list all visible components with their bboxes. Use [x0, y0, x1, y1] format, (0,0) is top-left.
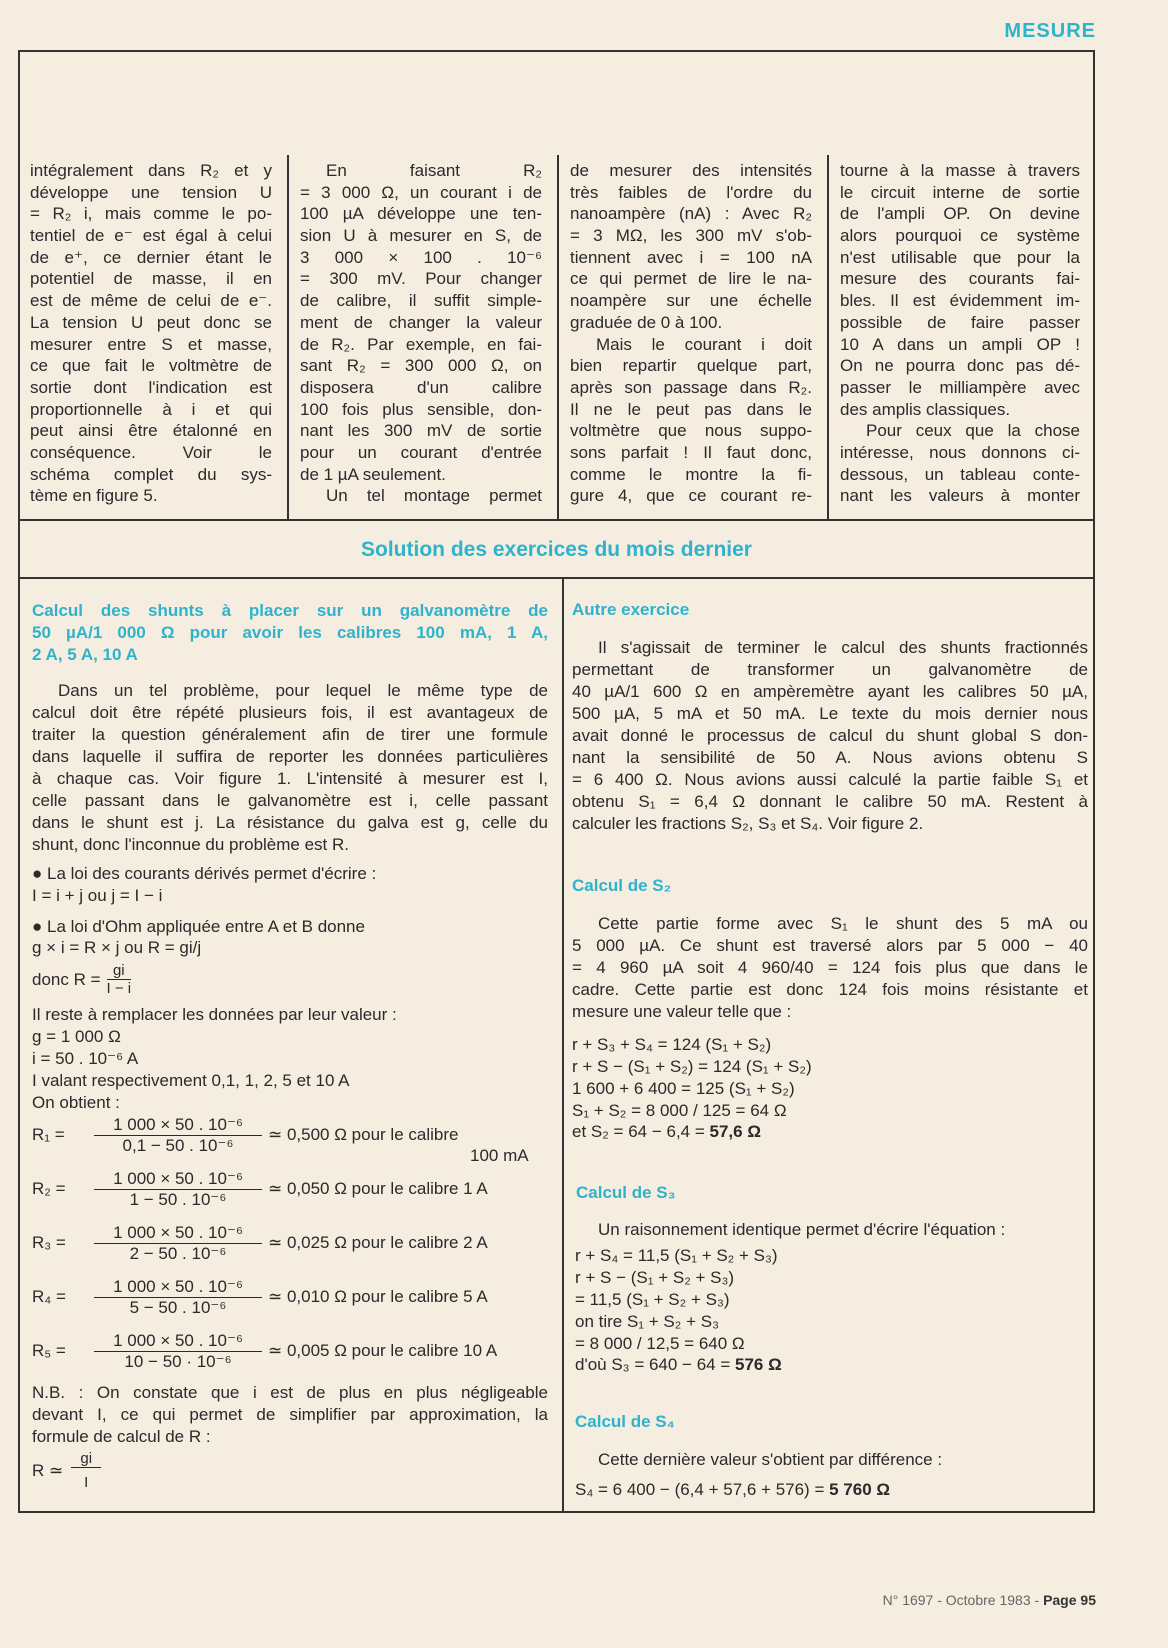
data-values [32, 1004, 548, 1114]
text-line: mesure des courants fai- [840, 269, 1080, 289]
denominator: 10 − 50 · 10⁻⁶ [124, 1351, 232, 1371]
column-divider [287, 155, 289, 520]
text-line: = 6 400 Ω. Nous avions aussi calculé la partie faible S₁ et [572, 770, 1088, 789]
text-line: dans laquelle il suffira de reporter les données particulières [32, 747, 548, 766]
text-line: I valant respectivement 0,1, 1, 2, 5 et 10 A [32, 1071, 350, 1090]
text-line: tiennent avec i = 100 nA [570, 247, 812, 267]
fraction [71, 1450, 101, 1491]
formula-approx [32, 1450, 101, 1491]
text-line: comme le montre la fi- [570, 464, 812, 484]
text-line: Il s'agissait de terminer le calcul des shunts fractionnés [598, 638, 1088, 657]
fraction [94, 1277, 262, 1318]
text-line: Il ne le peut pas dans le [570, 399, 812, 419]
text-line: très faibles de l'ordre du [570, 182, 812, 202]
text-line: nant les 300 mV de sortie [300, 421, 542, 441]
text-line: est de même de celui de e⁻. [30, 291, 272, 311]
text-line: on tire S₁ + S₂ + S₃ [575, 1312, 719, 1331]
text-line: r + S − (S₁ + S₂) = 124 (S₁ + S₂) [572, 1057, 812, 1076]
result-value: ≃ 0,500 Ω pour le calibre [268, 1125, 459, 1144]
text-line: des amplis classiques. [840, 399, 1011, 419]
result-prefix: S₄ = 6 400 − (6,4 + 57,6 + 576) = [575, 1480, 830, 1499]
equation: I = i + j ou j = I − i [32, 886, 163, 905]
text-line: celle passant dans le galvanomètre est i, celle passant [32, 791, 548, 810]
text-line: cadre. Cette partie est donc 124 fois moins résistante et [572, 980, 1088, 999]
text-line: après son passage dans R₂. [570, 377, 812, 397]
text-line: La tension U peut donc se [30, 312, 272, 332]
text-line: S₁ + S₂ = 8 000 / 125 = 64 Ω [572, 1101, 787, 1120]
result-extra: 100 mA [470, 1146, 529, 1165]
text-column-3 [570, 160, 812, 507]
text-line: 100 fois plus sensible, don- [300, 399, 542, 419]
text-column-1 [30, 160, 272, 507]
text-line: formule de calcul de R : [32, 1427, 211, 1446]
denominator: 1 − 50 . 10⁻⁶ [129, 1189, 227, 1209]
result-value: ≃ 0,025 Ω pour le calibre 2 A [268, 1233, 488, 1252]
text-line: g = 1 000 Ω [32, 1027, 121, 1046]
text-line: 5 000 µA. Ce shunt est traversé alors par 5 000 − 40 [572, 936, 1088, 955]
subheading: Calcul de S₃ [576, 1183, 676, 1202]
formula-donc [32, 962, 131, 997]
numerator: 1 000 × 50 . 10⁻⁶ [94, 1223, 262, 1244]
result-value: 5 760 Ω [829, 1480, 891, 1499]
text-line: 50 µA/1 000 Ω pour avoir les calibres 100 mA, 1 A, [32, 623, 548, 642]
text-line: bles. Il est évidemment im- [840, 291, 1080, 311]
text-line: tourne à la masse à travers [840, 161, 1080, 180]
denominator: 5 − 50 . 10⁻⁶ [129, 1297, 227, 1317]
text-line: = 300 mV. Pour changer [300, 269, 542, 289]
text-line: ce que fait le voltmètre de [30, 356, 272, 376]
text-line: Il reste à remplacer les données par leur valeur : [32, 1005, 397, 1024]
result-row [32, 1326, 497, 1376]
nb-paragraph [32, 1382, 548, 1448]
text-line: 40 µA/1 600 Ω en ampèremètre ayant les calibres 50 µA, [572, 682, 1088, 701]
text-line: tentiel de e⁻ est égal à celui [30, 226, 272, 246]
resistor-label: R₄ = [32, 1287, 66, 1306]
result-value: ≃ 0,010 Ω pour le calibre 5 A [268, 1287, 488, 1306]
numerator: 1 000 × 50 . 10⁻⁶ [94, 1331, 262, 1352]
text-line: Mais le courant i doit [596, 334, 812, 354]
text-line: alors pourquoi ce système [840, 226, 1080, 246]
text-line: de e⁺, ce dernier étant le [30, 247, 272, 267]
text-line: = 4 960 µA soit 4 960/40 = 124 fois plus que dans le [572, 958, 1088, 977]
text-line: calculer les fractions S₂, S₃ et S₄. Voir figure 2. [572, 814, 924, 833]
text-line: ment de changer la valeur [300, 312, 542, 332]
text-line: développe une tension U [30, 182, 272, 202]
text-line: nant la sensibilité de 50 A. Nous avions obtenu S [572, 748, 1088, 767]
text-line: pour un courant d'entrée [300, 442, 542, 462]
text-line: = R₂ i, mais comme le po- [30, 204, 272, 224]
intro-paragraph [32, 680, 548, 856]
subheading: Calcul de S₄ [575, 1412, 675, 1431]
result-row [32, 1164, 488, 1214]
paragraph: Un raisonnement identique permet d'écrire l'équation : [598, 1220, 1006, 1239]
resistor-label: R₁ = [32, 1125, 65, 1144]
text-line: dans le shunt est j. La résistance du galva est g, celle du [32, 813, 548, 832]
fraction [94, 1169, 262, 1210]
page-number: Page 95 [1043, 1592, 1096, 1608]
column-divider [562, 578, 564, 1513]
result-row [32, 1272, 488, 1322]
bullet-ohm: ● La loi d'Ohm appliquée entre A et B donne [32, 917, 365, 936]
text-line: le circuit interne de sortie [840, 182, 1080, 202]
text-line: de l'ampli OP. On devine [840, 204, 1080, 224]
text-line: intégralement dans R₂ et y [30, 161, 272, 180]
result-row [32, 1110, 458, 1160]
text-line: devant I, ce qui permet de simplifier par approximation, la [32, 1405, 548, 1424]
equation: g × i = R × j ou R = gi/j [32, 938, 202, 957]
text-line: sortie dont l'indication est [30, 377, 272, 397]
denominator: 2 − 50 . 10⁻⁶ [129, 1243, 227, 1263]
paragraph: Cette dernière valeur s'obtient par différence : [598, 1450, 943, 1469]
text-line: disposera d'un calibre [300, 377, 542, 397]
result-s3 [575, 1355, 782, 1375]
text-line: calcul doit être répété plusieurs fois, il est avantageux de [32, 703, 548, 722]
text-column-2 [300, 160, 542, 507]
text-line: Cette partie forme avec S₁ le shunt des 5 mA ou [598, 914, 1088, 933]
text-line: sant R₂ = 300 000 Ω, on [300, 356, 542, 376]
text-line: 3 000 × 100 . 10⁻⁶ [300, 247, 542, 267]
result-value: ≃ 0,050 Ω pour le calibre 1 A [268, 1179, 488, 1198]
text-line: gure 4, que ce courant re- [570, 486, 812, 506]
text-line: ce qui permet de lire le na- [570, 269, 812, 289]
text-line: bien repartir quelque part, [570, 356, 812, 376]
numerator: gi [107, 962, 132, 980]
text-line: peut ainsi être étalonné en [30, 421, 272, 441]
text-line: tème en figure 5. [30, 486, 158, 506]
text-line: intéresse, nous donnons ci- [840, 442, 1080, 462]
text-line: Pour ceux que la chose [866, 421, 1080, 441]
result-value: ≃ 0,005 Ω pour le calibre 10 A [268, 1341, 498, 1360]
text-line: On ne pourra donc pas dé- [840, 356, 1080, 376]
resistor-label: R₃ = [32, 1233, 66, 1252]
section-label: MESURE [1004, 20, 1096, 42]
text-line: = 11,5 (S₁ + S₂ + S₃) [575, 1290, 730, 1309]
text-line: i = 50 . 10⁻⁶ A [32, 1049, 139, 1068]
text-line: graduée de 0 à 100. [570, 312, 723, 332]
resistor-label: R₂ = [32, 1179, 66, 1198]
text-line: Dans un tel problème, pour lequel le même type de [58, 681, 548, 700]
formula-prefix: donc R = [32, 969, 101, 989]
text-line: = 8 000 / 12,5 = 640 Ω [575, 1334, 745, 1353]
text-line: nanoampère (nA) : Avec R₂ [570, 204, 812, 224]
text-line: de 1 µA seulement. [300, 464, 446, 484]
text-line: shunt, donc l'inconnue du problème est R. [32, 835, 349, 854]
text-line: 10 A dans un ampli OP ! [840, 334, 1080, 354]
text-line: possible de faire passer [840, 312, 1080, 332]
fraction [94, 1115, 262, 1156]
denominator: I [71, 1467, 101, 1491]
text-line: Calcul des shunts à placer sur un galvanomètre de [32, 601, 548, 620]
column-divider [557, 155, 559, 520]
page-footer [883, 1592, 1096, 1608]
result-s4 [575, 1480, 890, 1500]
text-line: dessous, un tableau conte- [840, 464, 1080, 484]
equations [575, 1245, 1091, 1355]
numerator: 1 000 × 50 . 10⁻⁶ [94, 1169, 262, 1190]
denominator: 0,1 − 50 . 10⁻⁶ [122, 1135, 234, 1155]
text-line: On obtient : [32, 1093, 120, 1112]
subheading: Calcul de S₂ [572, 876, 672, 895]
paragraph [572, 913, 1088, 1023]
text-line: = 3 000 Ω, un courant i de [300, 182, 542, 202]
formula-prefix: R ≃ [32, 1460, 64, 1480]
text-line: mesure une valeur telle que : [572, 1002, 792, 1021]
text-line: nant les valeurs à monter [840, 486, 1080, 506]
equations [572, 1034, 1088, 1122]
text-line: voltmètre que nous suppo- [570, 421, 812, 441]
numerator: 1 000 × 50 . 10⁻⁶ [94, 1115, 262, 1136]
text-line: noampère sur une échelle [570, 291, 812, 311]
text-line: de calibre, il suffit simple- [300, 291, 542, 311]
text-line: = 3 MΩ, les 300 mV s'ob- [570, 226, 812, 246]
text-line: proportionnelle à i et qui [30, 399, 272, 419]
result-value: 576 Ω [735, 1355, 782, 1374]
text-line: de R₂. Par exemple, en fai- [300, 334, 542, 354]
text-line: avait donné le processus de calcul du shunt global S don- [572, 726, 1088, 745]
issue-info: N° 1697 - Octobre 1983 - [882, 1592, 1044, 1608]
denominator: I − i [106, 980, 132, 997]
text-line: mesurer entre S et masse, [30, 334, 272, 354]
text-line: passer le milliampère avec [840, 377, 1080, 397]
text-line: 1 600 + 6 400 = 125 (S₁ + S₂) [572, 1079, 795, 1098]
result-s2 [572, 1122, 761, 1142]
text-line: 100 µA développe une ten- [300, 204, 542, 224]
text-line: 2 A, 5 A, 10 A [32, 645, 138, 664]
result-prefix: et S₂ = 64 − 6,4 = [572, 1122, 710, 1141]
result-value: 57,6 Ω [709, 1122, 761, 1141]
text-line: traiter la question généralement afin de tirer une formule [32, 725, 548, 744]
text-line: potentiel de masse, il en [30, 269, 272, 289]
text-line: N.B. : On constate que i est de plus en plus négligeable [32, 1383, 548, 1402]
text-line: Un tel montage permet [326, 486, 542, 506]
text-line: permettant de transformer un galvanomètre de [572, 660, 1088, 679]
numerator: gi [80, 1450, 93, 1467]
text-line: à chaque cas. Voir figure 1. L'intensité à mesurer est I, [32, 769, 548, 788]
text-line: de mesurer des intensités [570, 161, 812, 180]
text-line: schéma complet du sys- [30, 464, 272, 484]
text-line: sons parfait ! Il faut donc, [570, 442, 812, 462]
fraction [107, 962, 132, 997]
bullet-currents: ● La loi des courants dérivés permet d'écrire : [32, 864, 377, 883]
text-line: En faisant R₂ [326, 161, 542, 180]
text-line: n'est utilisable que pour la [840, 247, 1080, 267]
result-row [32, 1218, 488, 1268]
paragraph [572, 637, 1088, 835]
text-line: conséquence. Voir le [30, 442, 272, 462]
result-prefix: d'où S₃ = 640 − 64 = [575, 1355, 735, 1374]
exercise-heading [32, 600, 548, 666]
text-line: 500 µA, 5 mA et 50 mA. Le texte du mois dernier nous [572, 704, 1088, 723]
text-line: sion U à mesurer en S, de [300, 226, 542, 246]
text-line: obtenu S₁ = 6,4 Ω donnant le calibre 50 mA. Restent à [572, 792, 1088, 811]
column-divider [827, 155, 829, 520]
text-line: r + S₃ + S₄ = 124 (S₁ + S₂) [572, 1035, 772, 1054]
text-line: r + S₄ = 11,5 (S₁ + S₂ + S₃) [575, 1246, 778, 1265]
subheading: Autre exercice [572, 600, 690, 619]
text-line: r + S − (S₁ + S₂ + S₃) [575, 1268, 735, 1287]
resistor-label: R₅ = [32, 1341, 66, 1360]
numerator: 1 000 × 50 . 10⁻⁶ [94, 1277, 262, 1298]
fraction [94, 1223, 262, 1264]
fraction [94, 1331, 262, 1372]
text-column-4 [840, 160, 1080, 507]
section-title: Solution des exercices du mois dernier [361, 538, 752, 561]
